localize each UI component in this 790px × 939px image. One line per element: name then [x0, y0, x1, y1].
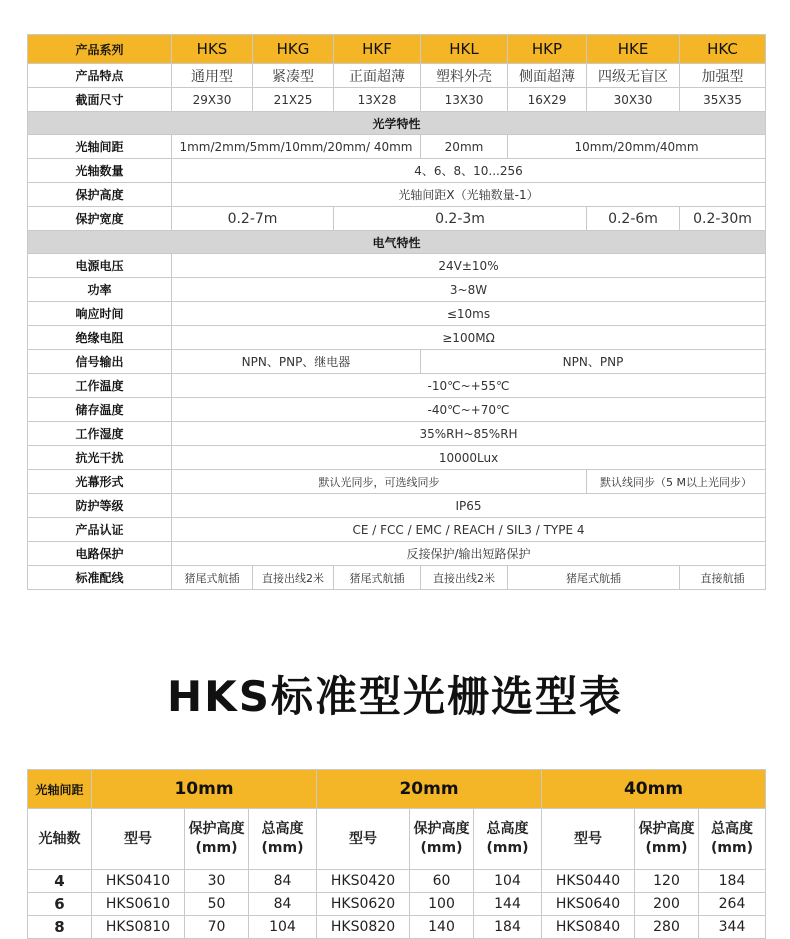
wiring-cell: 猪尾式航插 — [334, 566, 421, 590]
row-label: 保护高度 — [28, 183, 172, 207]
wiring-cell: 猪尾式航插 — [172, 566, 253, 590]
row-label: 光轴间距 — [28, 135, 172, 159]
value-cell: 144 — [474, 893, 542, 916]
series-hkp: HKP — [508, 35, 587, 64]
model-cell: HKS0820 — [317, 916, 410, 939]
pitch-cell: 20mm — [421, 135, 508, 159]
total-height-header: 总高度 (mm) — [249, 809, 317, 870]
row-label: 抗光干扰 — [28, 446, 172, 470]
feature-cell: 加强型 — [680, 64, 766, 88]
spec-row — [28, 278, 766, 302]
model-cell: HKS0640 — [542, 893, 635, 916]
feature-cell: 通用型 — [172, 64, 253, 88]
value-cell: 104 — [249, 916, 317, 939]
value-cell: 反接保护/输出短路保护 — [172, 542, 766, 566]
model-cell: HKS0410 — [92, 870, 185, 893]
size-cell: 29X30 — [172, 88, 253, 112]
value-cell: 84 — [249, 870, 317, 893]
curtain-cell: 默认线同步（5 M以上光同步） — [587, 470, 766, 494]
spec-row — [28, 422, 766, 446]
row-label: 储存温度 — [28, 398, 172, 422]
axis-count: 8 — [28, 916, 92, 939]
value-cell: 10000Lux — [172, 446, 766, 470]
row-label: 响应时间 — [28, 302, 172, 326]
pitch-cell: 1mm/2mm/5mm/10mm/20mm/ 40mm — [172, 135, 421, 159]
pitch-header-row — [28, 770, 766, 809]
model-cell: HKS0620 — [317, 893, 410, 916]
table-row — [28, 916, 766, 939]
spec-row — [28, 518, 766, 542]
optical-section-row — [28, 112, 766, 135]
page-title: HKS标准型光栅选型表 — [167, 672, 623, 721]
value-cell: -40℃~+70℃ — [172, 398, 766, 422]
feature-cell: 侧面超薄 — [508, 64, 587, 88]
output-cell: NPN、PNP、继电器 — [172, 350, 421, 374]
selection-table — [27, 769, 766, 939]
value-cell: 50 — [185, 893, 249, 916]
value-cell: 344 — [699, 916, 766, 939]
series-hkl: HKL — [421, 35, 508, 64]
total-height-header: 总高度 (mm) — [699, 809, 766, 870]
model-cell: HKS0610 — [92, 893, 185, 916]
value-cell: 24V±10% — [172, 254, 766, 278]
series-hks: HKS — [172, 35, 253, 64]
model-cell: HKS0840 — [542, 916, 635, 939]
total-height-header: 总高度 (mm) — [474, 809, 542, 870]
spec-table — [27, 34, 766, 590]
value-cell: CE / FCC / EMC / REACH / SIL3 / TYPE 4 — [172, 518, 766, 542]
table-row — [28, 893, 766, 916]
spec-row — [28, 302, 766, 326]
row-label: 截面尺寸 — [28, 88, 172, 112]
curtain-cell: 默认光同步，可选线同步 — [172, 470, 587, 494]
width-row — [28, 207, 766, 231]
spec-row — [28, 254, 766, 278]
row-label: 标准配线 — [28, 566, 172, 590]
value-cell: 104 — [474, 870, 542, 893]
row-label: 功率 — [28, 278, 172, 302]
spec-row — [28, 494, 766, 518]
value-cell: 70 — [185, 916, 249, 939]
width-cell: 0.2-7m — [172, 207, 334, 231]
model-header: 型号 — [542, 809, 635, 870]
row-label: 光幕形式 — [28, 470, 172, 494]
spec-row — [28, 542, 766, 566]
series-label: 产品系列 — [28, 35, 172, 64]
row-label: 光轴数量 — [28, 159, 172, 183]
electrical-section-row — [28, 231, 766, 254]
row-label: 保护宽度 — [28, 207, 172, 231]
pitch-cell: 10mm/20mm/40mm — [508, 135, 766, 159]
value-cell: ≤10ms — [172, 302, 766, 326]
row-label: 工作湿度 — [28, 422, 172, 446]
model-header: 型号 — [317, 809, 410, 870]
wiring-cell: 直接出线2米 — [421, 566, 508, 590]
width-cell: 0.2-6m — [587, 207, 680, 231]
model-cell: HKS0420 — [317, 870, 410, 893]
row-label: 绝缘电阻 — [28, 326, 172, 350]
column-header-row — [28, 809, 766, 870]
count-row — [28, 159, 766, 183]
value-cell: IP65 — [172, 494, 766, 518]
model-cell: HKS0440 — [542, 870, 635, 893]
spec-row — [28, 446, 766, 470]
wiring-cell: 直接出线2米 — [253, 566, 334, 590]
value-cell: 120 — [635, 870, 699, 893]
spec-row — [28, 398, 766, 422]
count-header: 光轴数 — [28, 809, 92, 870]
pitch-header: 20mm — [317, 770, 542, 809]
row-label: 电路保护 — [28, 542, 172, 566]
curtain-row — [28, 470, 766, 494]
pitch-row — [28, 135, 766, 159]
wiring-cell: 直接航插 — [680, 566, 766, 590]
prot-height-header: 保护高度 (mm) — [410, 809, 474, 870]
value-cell: 140 — [410, 916, 474, 939]
value-cell: 84 — [249, 893, 317, 916]
size-cell: 30X30 — [587, 88, 680, 112]
series-hkc: HKC — [680, 35, 766, 64]
height-row — [28, 183, 766, 207]
series-header-row — [28, 35, 766, 64]
spec-row — [28, 374, 766, 398]
axis-count: 6 — [28, 893, 92, 916]
value-cell: 35%RH~85%RH — [172, 422, 766, 446]
width-cell: 0.2-30m — [680, 207, 766, 231]
wiring-cell: 猪尾式航插 — [508, 566, 680, 590]
feature-cell: 塑料外壳 — [421, 64, 508, 88]
value-cell: ≥100MΩ — [172, 326, 766, 350]
value-cell: 280 — [635, 916, 699, 939]
prot-height-header: 保护高度 (mm) — [185, 809, 249, 870]
row-label: 工作温度 — [28, 374, 172, 398]
axis-count: 4 — [28, 870, 92, 893]
output-cell: NPN、PNP — [421, 350, 766, 374]
feature-cell: 紧凑型 — [253, 64, 334, 88]
value-cell: 光轴间距X（光轴数量-1） — [172, 183, 766, 207]
size-cell: 21X25 — [253, 88, 334, 112]
size-cell: 13X30 — [421, 88, 508, 112]
features-row — [28, 64, 766, 88]
size-cell: 13X28 — [334, 88, 421, 112]
series-hkg: HKG — [253, 35, 334, 64]
wiring-row — [28, 566, 766, 590]
value-cell: 30 — [185, 870, 249, 893]
value-cell: 3~8W — [172, 278, 766, 302]
value-cell: -10℃~+55℃ — [172, 374, 766, 398]
row-label: 产品特点 — [28, 64, 172, 88]
value-cell: 200 — [635, 893, 699, 916]
prot-height-header: 保护高度 (mm) — [635, 809, 699, 870]
pitch-header: 40mm — [542, 770, 766, 809]
pitch-header: 10mm — [92, 770, 317, 809]
section-size-row — [28, 88, 766, 112]
width-cell: 0.2-3m — [334, 207, 587, 231]
value-cell: 100 — [410, 893, 474, 916]
pitch-label: 光轴间距 — [28, 770, 92, 809]
feature-cell: 正面超薄 — [334, 64, 421, 88]
value-cell: 184 — [699, 870, 766, 893]
section-title: 光学特性 — [28, 112, 766, 135]
value-cell: 60 — [410, 870, 474, 893]
row-label: 电源电压 — [28, 254, 172, 278]
model-header: 型号 — [92, 809, 185, 870]
value-cell: 184 — [474, 916, 542, 939]
value-cell: 264 — [699, 893, 766, 916]
row-label: 防护等级 — [28, 494, 172, 518]
value-cell: 4、6、8、10...256 — [172, 159, 766, 183]
section-title: 电气特性 — [28, 231, 766, 254]
series-hkf: HKF — [334, 35, 421, 64]
spec-row — [28, 326, 766, 350]
table-row — [28, 870, 766, 893]
size-cell: 16X29 — [508, 88, 587, 112]
output-row — [28, 350, 766, 374]
feature-cell: 四级无盲区 — [587, 64, 680, 88]
model-cell: HKS0810 — [92, 916, 185, 939]
size-cell: 35X35 — [680, 88, 766, 112]
row-label: 产品认证 — [28, 518, 172, 542]
row-label: 信号输出 — [28, 350, 172, 374]
series-hke: HKE — [587, 35, 680, 64]
